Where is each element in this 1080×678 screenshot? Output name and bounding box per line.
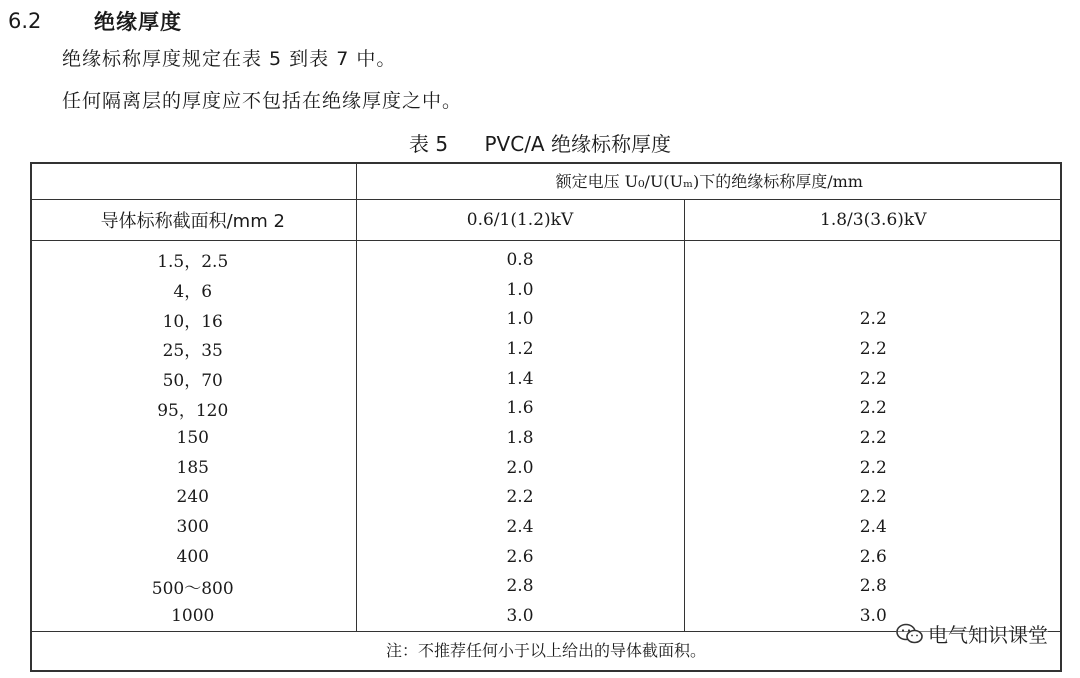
header-voltage-1: 0.6/1(1.2)kV: [356, 200, 684, 241]
table-row: [30, 275, 1062, 305]
watermark-text: 电气知识课堂: [928, 623, 1048, 647]
table-row: [30, 453, 1062, 483]
table-caption: [0, 128, 1080, 157]
table-row: [30, 512, 1062, 542]
table-subheader-row: [30, 200, 1062, 241]
table-row: [30, 241, 1062, 275]
cell-thickness-0-6kv: 1.0: [356, 275, 684, 305]
cell-conductor-size: 500～800: [30, 572, 356, 602]
cell-conductor-size: 10，16: [30, 304, 356, 334]
cell-conductor-size: 95，120: [30, 393, 356, 423]
cell-conductor-size: 400: [30, 542, 356, 572]
cell-conductor-size: 1.5，2.5: [30, 241, 356, 275]
table-row: [30, 572, 1062, 602]
cell-conductor-size: 1000: [30, 601, 356, 631]
cell-thickness-0-6kv: 1.8: [356, 423, 684, 453]
table-note: 注：不推荐任何小于以上给出的导体截面积。: [30, 631, 1062, 668]
paragraph-thickness-spec: 绝缘标称厚度规定在表 5 到表 7 中。: [62, 48, 397, 70]
table-row: [30, 304, 1062, 334]
table-row: [30, 364, 1062, 394]
cell-conductor-size: 300: [30, 512, 356, 542]
header-voltage-span: 额定电压 U₀/U(Uₘ)下的绝缘标称厚度/mm: [356, 162, 1062, 200]
table-row: [30, 542, 1062, 572]
cell-thickness-1-8kv: 2.2: [859, 368, 887, 389]
cell-thickness-0-6kv: 3.0: [356, 601, 684, 631]
table-header-row: [30, 162, 1062, 200]
cell-conductor-size: 4，6: [30, 275, 356, 305]
cell-thickness-1-8kv: 2.4: [859, 517, 887, 538]
header-voltage-2: 1.8/3(3.6)kV: [684, 200, 1062, 241]
cell-thickness-1-8kv: 2.2: [859, 487, 887, 508]
cell-conductor-size: 240: [30, 483, 356, 513]
cell-thickness-0-6kv: 1.4: [356, 364, 684, 394]
table-caption-title: PVC/A 绝缘标称厚度: [484, 132, 671, 156]
header-empty-cell: [30, 162, 356, 200]
cell-thickness-0-6kv: 1.6: [356, 393, 684, 423]
section-title: 绝缘厚度: [94, 10, 182, 34]
cell-conductor-size: 150: [30, 423, 356, 453]
wechat-icon: [896, 623, 924, 645]
cell-thickness-0-6kv: 2.0: [356, 453, 684, 483]
cell-conductor-size: 185: [30, 453, 356, 483]
cell-thickness-1-8kv: 2.2: [859, 338, 887, 359]
cell-conductor-size: 25，35: [30, 334, 356, 364]
table-caption-number: 表 5: [409, 132, 449, 156]
table-row: [30, 423, 1062, 453]
cell-thickness-0-6kv: 2.6: [356, 542, 684, 572]
table-row: [30, 393, 1062, 423]
cell-thickness-0-6kv: 0.8: [356, 241, 684, 275]
cell-thickness-1-8kv: 3.0: [859, 606, 887, 627]
cell-thickness-0-6kv: 1.0: [356, 304, 684, 334]
cell-thickness-1-8kv: 2.8: [859, 576, 887, 597]
table-row: [30, 334, 1062, 364]
table-row: [30, 483, 1062, 513]
cell-thickness-1-8kv: 2.6: [859, 546, 887, 567]
cell-thickness-1-8kv: 2.2: [859, 457, 887, 478]
cell-thickness-1-8kv: [684, 241, 1062, 275]
cell-thickness-0-6kv: 2.4: [356, 512, 684, 542]
cell-thickness-0-6kv: 2.2: [356, 483, 684, 513]
paragraph-separator-note: 任何隔离层的厚度应不包括在绝缘厚度之中。: [62, 90, 463, 112]
cell-conductor-size: 50，70: [30, 364, 356, 394]
insulation-thickness-table: [30, 162, 1062, 668]
cell-thickness-0-6kv: 2.8: [356, 572, 684, 602]
cell-thickness-1-8kv: [684, 275, 1062, 305]
cell-thickness-1-8kv: 2.2: [859, 309, 887, 330]
header-conductor-size: 导体标称截面积/mm 2: [30, 200, 356, 241]
cell-thickness-1-8kv: 2.2: [859, 427, 887, 448]
cell-thickness-0-6kv: 1.2: [356, 334, 684, 364]
section-number: 6.2: [8, 9, 42, 33]
section-heading: [8, 4, 182, 38]
watermark: [896, 619, 1048, 648]
cell-thickness-1-8kv: 2.2: [859, 398, 887, 419]
